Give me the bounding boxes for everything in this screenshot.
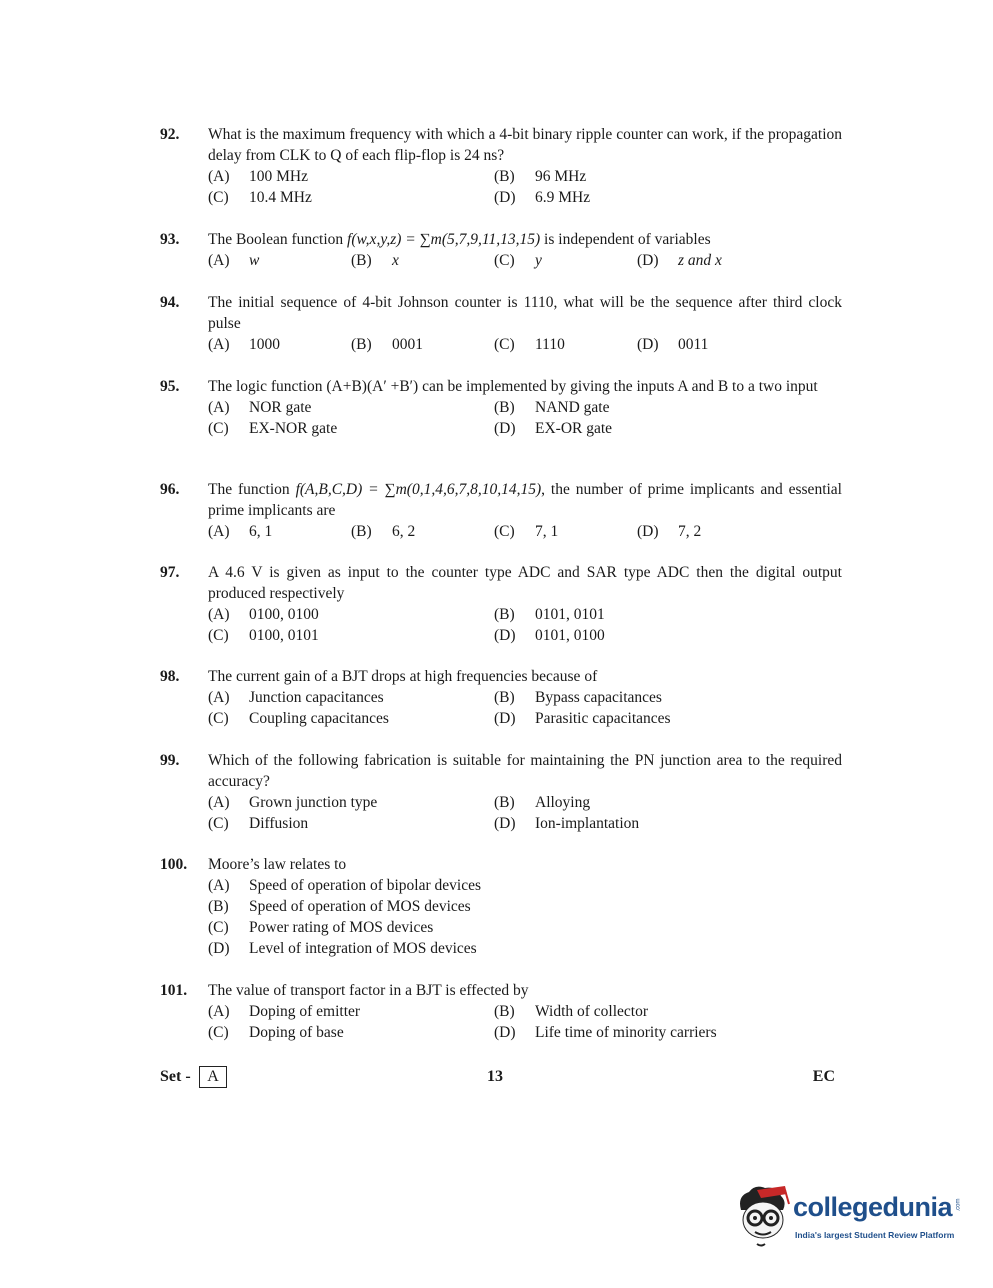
option-b: x xyxy=(392,251,399,269)
option-d: z and x xyxy=(678,251,722,269)
question-text: Moore’s law relates to xyxy=(208,856,347,873)
option-c: 10.4 MHz xyxy=(249,188,312,206)
question-number: 93. xyxy=(160,231,180,248)
option-c: Diffusion xyxy=(249,814,309,832)
question-text: The value of transport factor in a BJT is effected by xyxy=(208,982,529,999)
subject-code: EC xyxy=(812,1068,835,1085)
option-c: y xyxy=(535,251,542,269)
boolean-expression: f(A,B,C,D) = ∑m(0,1,4,6,7,8,10,14,15) xyxy=(295,481,542,498)
option-d: 0101, 0100 xyxy=(535,626,605,644)
logo-tagline: India's largest Student Review Platform xyxy=(795,1230,955,1240)
mascot-icon xyxy=(735,1180,795,1250)
question-number: 100. xyxy=(160,856,188,873)
question-number: 101. xyxy=(160,982,188,999)
option-d: Ion-implantation xyxy=(535,814,640,832)
question-97: 97. A 4.6 V is given as input to the counter type ADC and SAR type ADC then the digital output produced respectively (A) 0100, 0100 (B) 0101, 0101 (C) 0100, 0101 (D) 0101, 0100 xyxy=(160,564,842,644)
option-c: Coupling capacitances xyxy=(249,709,389,727)
option-a: NOR gate xyxy=(249,398,312,416)
question-98: 98. The current gain of a BJT drops at high frequencies because of (A) Junction capacitances (B) Bypass capacitances (C) Coupling capacitances (D) Parasitic capacitances xyxy=(160,667,842,730)
set-value-box: A xyxy=(199,1066,227,1088)
page-footer xyxy=(160,1066,835,1090)
option-a: 0100, 0100 xyxy=(249,605,319,623)
option-d: Parasitic capacitances xyxy=(535,709,671,727)
option-d: EX-OR gate xyxy=(535,419,613,437)
question-number: 96. xyxy=(160,481,180,498)
question-number: 97. xyxy=(160,564,180,581)
question-95: 95. The logic function (A+B)(A′ +B′) can be implemented by giving the inputs A and B to a two input (A) NOR gate (B) NAND gate (C) EX-NOR gate (D) EX-OR gate xyxy=(160,377,842,440)
option-c: EX-NOR gate xyxy=(249,419,338,437)
option-b: 0101, 0101 xyxy=(535,605,605,623)
question-number: 92. xyxy=(160,126,180,143)
logo-suffix: .com xyxy=(955,1198,962,1212)
question-101: 101. The value of transport factor in a BJT is effected by (A) Doping of emitter (B) Width of collector (C) Doping of base (D) Life time of minority carriers xyxy=(160,981,842,1044)
set-label: Set - xyxy=(160,1068,191,1085)
question-text: What is the maximum frequency with which a 4-bit binary ripple counter can work, if the propagation delay from CLK to Q of each flip-flop is 24 ns? xyxy=(208,126,842,164)
option-a: 6, 1 xyxy=(249,522,273,540)
option-d: Level of integration of MOS devices xyxy=(249,939,477,957)
option-b: Bypass capacitances xyxy=(535,688,662,706)
option-b: Width of collector xyxy=(535,1002,649,1020)
question-text: A 4.6 V is given as input to the counter type ADC and SAR type ADC then the digital output produced respectively xyxy=(208,564,842,602)
option-b: 0001 xyxy=(392,335,423,353)
option-a: 1000 xyxy=(249,335,280,353)
option-a: 100 MHz xyxy=(249,167,308,185)
question-93: 93. The Boolean function f(w,x,y,z) = ∑m(5,7,9,11,13,15) is independent of variables (A) w (B) x (C) y (D) z and x xyxy=(160,230,842,272)
question-text: The function f(A,B,C,D) = ∑m(0,1,4,6,7,8,10,14,15), the number of prime implicants and essential prime implicants are xyxy=(208,481,842,519)
option-b: 6, 2 xyxy=(392,522,416,540)
option-b: Speed of operation of MOS devices xyxy=(249,897,471,915)
option-a: Grown junction type xyxy=(249,793,378,811)
question-96: 96. The function f(A,B,C,D) = ∑m(0,1,4,6,7,8,10,14,15), the number of prime implicants and essential prime implicants are (A) 6, 1 (B) 6, 2 (C) 7, 1 (D) 7, 2 xyxy=(160,481,842,540)
option-c: 0100, 0101 xyxy=(249,626,319,644)
option-c: Doping of base xyxy=(249,1023,344,1041)
question-number: 94. xyxy=(160,294,180,311)
question-text: The Boolean function f(w,x,y,z) = ∑m(5,7,9,11,13,15) is independent of variables xyxy=(208,231,711,248)
option-d: 0011 xyxy=(678,335,709,353)
question-number: 99. xyxy=(160,752,180,769)
question-number: 98. xyxy=(160,668,180,685)
option-c: Power rating of MOS devices xyxy=(249,918,434,936)
question-number: 95. xyxy=(160,378,180,395)
logo-wordmark: collegedunia xyxy=(793,1192,953,1222)
page-number: 13 xyxy=(487,1068,503,1085)
option-d: 7, 2 xyxy=(678,522,702,540)
option-b: 96 MHz xyxy=(535,167,587,185)
option-a: Doping of emitter xyxy=(249,1002,361,1020)
option-b: NAND gate xyxy=(535,398,610,416)
option-a: w xyxy=(249,251,260,269)
question-text: The initial sequence of 4-bit Johnson counter is 1110, what will be the sequence after third clock pulse xyxy=(208,294,842,332)
question-text: The current gain of a BJT drops at high frequencies because of xyxy=(208,668,598,685)
option-d: Life time of minority carriers xyxy=(535,1023,717,1041)
option-a: Speed of operation of bipolar devices xyxy=(249,876,481,894)
question-100: 100. Moore’s law relates to (A) Speed of operation of bipolar devices (B) Speed of operation of MOS devices (C) Power rating of MOS devices (D) Level of integration of MOS devices xyxy=(160,855,842,960)
option-c: 1110 xyxy=(535,335,565,353)
option-a: Junction capacitances xyxy=(249,688,384,706)
collegedunia-logo xyxy=(735,1180,965,1250)
boolean-expression: f(w,x,y,z) = ∑m(5,7,9,11,13,15) xyxy=(347,231,541,248)
option-d: 6.9 MHz xyxy=(535,188,591,206)
option-c: 7, 1 xyxy=(535,522,559,540)
question-text: Which of the following fabrication is suitable for maintaining the PN junction area to the required accuracy? xyxy=(208,752,842,790)
option-b: Alloying xyxy=(535,793,591,811)
question-text: The logic function (A+B)(A′ +B′) can be implemented by giving the inputs A and B to a two input xyxy=(208,378,818,395)
question-92: 92. What is the maximum frequency with which a 4-bit binary ripple counter can work, if the propagation delay from CLK to Q of each flip-flop is 24 ns? (A) 100 MHz (B) 96 MHz (C) 10.4 MHz (D) 6.9 MHz xyxy=(160,126,842,206)
question-99: 99. Which of the following fabrication is suitable for maintaining the PN junction area to the required accuracy? (A) Grown junction type (B) Alloying (C) Diffusion (D) Ion-implantation xyxy=(160,752,842,832)
question-94: 94. The initial sequence of 4-bit Johnson counter is 1110, what will be the sequence after third clock pulse (A) 1000 (B) 0001 (C) 1110 (D) 0011 xyxy=(160,294,842,353)
